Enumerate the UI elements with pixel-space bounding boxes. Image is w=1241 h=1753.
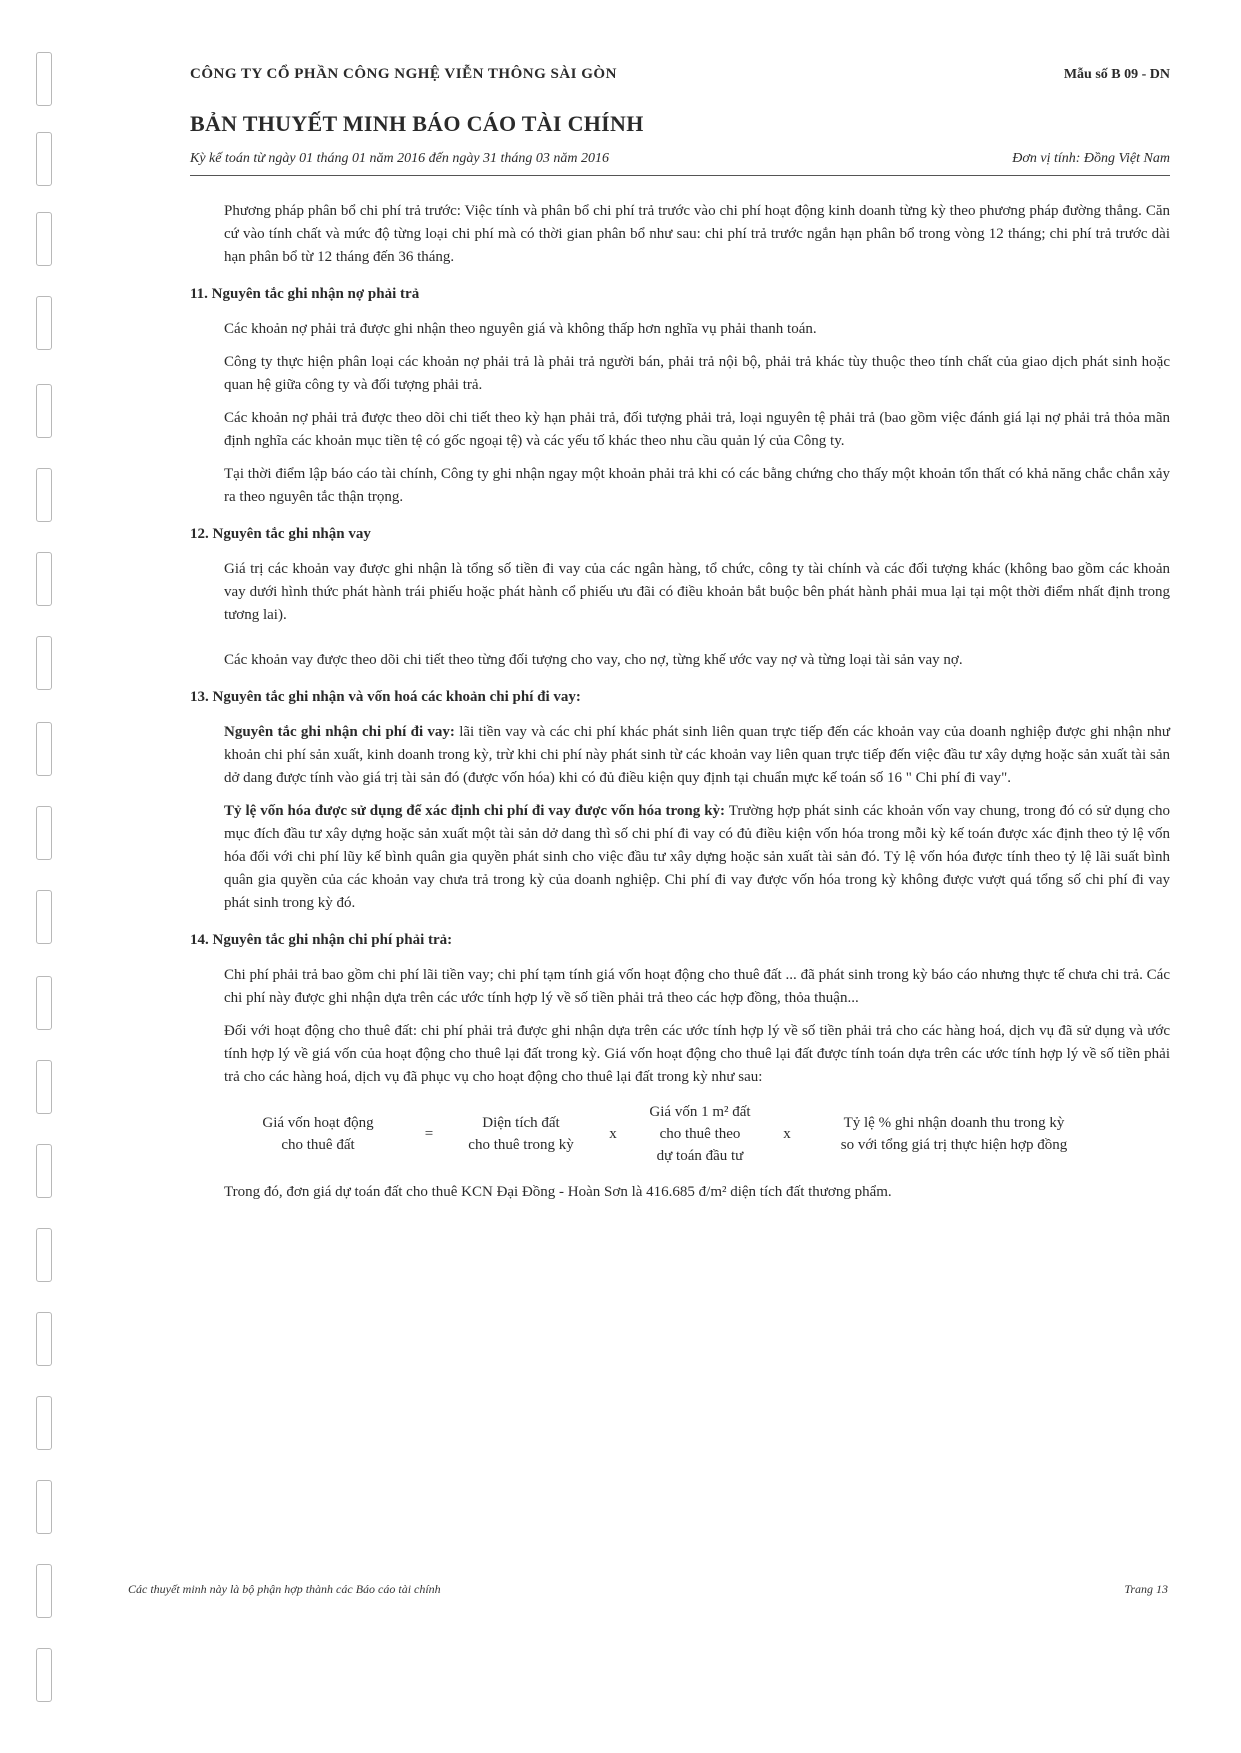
binder-hole — [36, 468, 52, 522]
section-11-paragraph: Công ty thực hiện phân loại các khoản nợ phải trả là phải trả người bán, phải trả nội bộ, phải trả khác tùy thuộc theo tính chất của giao dịch phát sinh hoặc quan hệ giữa công ty và đối tượng phải trả. — [224, 354, 1170, 393]
section-13-paragraph — [224, 721, 1170, 790]
section-11-paragraph: Các khoản nợ phải trả được ghi nhận theo nguyên giá và không thấp hơn nghĩa vụ phải thanh toán. — [224, 321, 817, 337]
binder-hole — [36, 1312, 52, 1366]
binder-hole — [36, 1396, 52, 1450]
binder-hole — [36, 384, 52, 438]
binder-hole — [36, 1480, 52, 1534]
page-number: Trang 13 — [1124, 1582, 1168, 1596]
document-title: BẢN THUYẾT MINH BÁO CÁO TÀI CHÍNH — [190, 111, 644, 136]
period-row — [190, 151, 1170, 176]
form-number: Mẫu số B 09 - DN — [1063, 67, 1170, 82]
document-page — [190, 66, 1170, 1214]
binder-hole — [36, 722, 52, 776]
section-13-paragraph — [224, 800, 1170, 915]
cost-formula — [224, 1101, 1170, 1167]
formula-multiply: x — [783, 1126, 791, 1142]
section-13-heading: 13. Nguyên tắc ghi nhận và vốn hoá các khoản chi phí đi vay: — [190, 689, 581, 705]
binder-hole — [36, 1564, 52, 1618]
binder-hole — [36, 1060, 52, 1114]
binder-hole — [36, 132, 52, 186]
header-row — [190, 66, 1170, 83]
capitalization-rate-text: Trường hợp phát sinh các khoản vốn vay chung, trong đó có sử dụng cho mục đích đầu tư xây dựng hoặc sản xuất một tài sản dở dang thì số chi phí đi vay có đủ điều kiện vốn hóa trong mỗi kỳ kế toán được xác định theo tỷ lệ vốn hóa đối với chi phí lũy kế bình quân gia quyền phát sinh cho việc đầu tư xây dựng hoặc sản xuất tài sản đó. Tỷ lệ vốn hóa được tính theo tỷ lệ lãi suất bình quân gia quyền của các khoản vay chưa trả trong kỳ của doanh nghiệp. Chi phí đi vay được vốn hóa trong kỳ không được vượt quá tổng số chi phí đi vay phát sinh trong kỳ đó. — [224, 803, 1170, 911]
section-12-paragraph: Giá trị các khoản vay được ghi nhận là tổng số tiền đi vay của các ngân hàng, tổ chức, công ty tài chính và các đối tượng khác (không bao gồm các khoản vay dưới hình thức phát hành trái phiếu hoặc phát hành cổ phiếu ưu đãi có điều khoản bắt buộc bên phát hành phải mua lại tại một thời điểm nhất định trong tương lai). — [224, 561, 1170, 623]
formula-term-area: Diện tích đất cho thuê trong kỳ — [468, 1115, 574, 1153]
formula-term-cost: Giá vốn hoạt động cho thuê đất — [262, 1115, 374, 1153]
section-14-paragraph: Trong đó, đơn giá dự toán đất cho thuê KCN Đại Đồng - Hoàn Sơn là 416.685 đ/m² diện tích đất thương phẩm. — [224, 1184, 892, 1200]
binder-hole — [36, 890, 52, 944]
section-11-heading: 11. Nguyên tắc ghi nhận nợ phải trả — [190, 286, 420, 302]
binder-hole — [36, 1144, 52, 1198]
section-11-paragraph: Các khoản nợ phải trả được theo dõi chi tiết theo kỳ hạn phải trả, đối tượng phải trả, loại nguyên tệ phải trả (bao gồm việc đánh giá lại nợ phải trả thỏa mãn định nghĩa các khoản mục tiền tệ có gốc ngoại tệ) và các yếu tố khác theo nhu cầu quản lý của Công ty. — [224, 410, 1170, 449]
binder-hole — [36, 212, 52, 266]
formula-multiply: x — [609, 1126, 617, 1142]
section-12-heading: 12. Nguyên tắc ghi nhận vay — [190, 526, 371, 542]
footer-note: Các thuyết minh này là bộ phận hợp thành các Báo cáo tài chính — [128, 1582, 441, 1596]
accounting-period: Kỳ kế toán từ ngày 01 tháng 01 năm 2016 đến ngày 31 tháng 03 năm 2016 — [190, 151, 610, 166]
borrowing-cost-principle-text: lãi tiền vay và các chi phí khác phát sinh liên quan trực tiếp đến các khoản vay của doanh nghiệp được ghi nhận như khoản chi phí sản xuất, kinh doanh trong kỳ, trừ khi chi phí này phát sinh từ các khoản vay liên quan trực tiếp đến việc đầu tư xây dựng hoặc sản xuất tài sản dở dang được tính vào giá trị tài sản đó (được vốn hóa) khi có đủ điều kiện quy định tại chuẩn mực kế toán số 16 " Chi phí đi vay". — [224, 724, 1170, 786]
section-14-paragraph: Đối với hoạt động cho thuê đất: chi phí phải trả được ghi nhận dựa trên các ước tính hợp lý về số tiền phải trả cho các hàng hoá, dịch vụ đã sử dụng và ước tính hợp lý về giá vốn của hoạt động cho thuê lại đất trong kỳ. Giá vốn hoạt động cho thuê lại đất được tính toán dựa trên các ước tính hợp lý về số tiền phải trả cho các hàng hoá, dịch vụ đã phục vụ cho hoạt động cho thuê lại đất trong kỳ như sau: — [224, 1023, 1170, 1085]
binder-hole — [36, 1648, 52, 1702]
binder-hole — [36, 976, 52, 1030]
borrowing-cost-principle-label: Nguyên tắc ghi nhận chi phí đi vay: — [224, 724, 455, 740]
intro-paragraph: Phương pháp phân bổ chi phí trả trước: Việc tính và phân bổ chi phí trả trước vào chi phí hoạt động kinh doanh từng kỳ theo phương pháp đường thẳng. Căn cứ vào tính chất và mức độ từng loại chi phí mà có thời gian phân bổ như sau: chi phí trả trước ngắn hạn phân bổ trong vòng 12 tháng; chi phí trả trước dài hạn phân bổ từ 12 tháng đến 36 tháng. — [224, 203, 1170, 265]
section-14-paragraph: Chi phí phải trả bao gồm chi phí lãi tiền vay; chi phí tạm tính giá vốn hoạt động cho thuê đất ... đã phát sinh trong kỳ báo cáo nhưng thực tế chưa chi trả. Các chi phí này được ghi nhận dựa trên các ước tính hợp lý về số tiền phải trả theo các hợp đồng, thỏa thuận... — [224, 967, 1170, 1006]
binder-hole — [36, 1228, 52, 1282]
capitalization-rate-label: Tỷ lệ vốn hóa được sử dụng để xác định chi phí đi vay được vốn hóa trong kỳ: — [224, 803, 726, 819]
binder-hole — [36, 52, 52, 106]
binder-hole — [36, 552, 52, 606]
formula-term-unit-cost: Giá vốn 1 m² đất cho thuê theo dự toán đầu tư — [649, 1104, 751, 1164]
binder-hole — [36, 296, 52, 350]
formula-equals: = — [424, 1126, 434, 1142]
page-footer — [128, 1582, 1168, 1597]
binder-holes — [34, 0, 56, 1753]
currency-unit: Đơn vị tính: Đồng Việt Nam — [1012, 151, 1170, 166]
section-14-heading: 14. Nguyên tắc ghi nhận chi phí phải trả: — [190, 932, 453, 948]
binder-hole — [36, 636, 52, 690]
binder-hole — [36, 806, 52, 860]
section-11-paragraph: Tại thời điểm lập báo cáo tài chính, Công ty ghi nhận ngay một khoản phải trả khi có các bằng chứng cho thấy một khoản tổn thất có khả năng chắc chắn xảy ra theo nguyên tắc thận trọng. — [224, 466, 1170, 505]
document-body — [190, 200, 1170, 1204]
section-12-paragraph: Các khoản vay được theo dõi chi tiết theo từng đối tượng cho vay, cho nợ, từng khế ước vay nợ và từng loại tài sản vay nợ. — [224, 652, 963, 668]
formula-term-revenue-ratio: Tỷ lệ % ghi nhận doanh thu trong kỳ so với tổng giá trị thực hiện hợp đồng — [840, 1115, 1068, 1153]
company-name: CÔNG TY CỔ PHẦN CÔNG NGHỆ VIỄN THÔNG SÀI GÒN — [190, 66, 617, 82]
